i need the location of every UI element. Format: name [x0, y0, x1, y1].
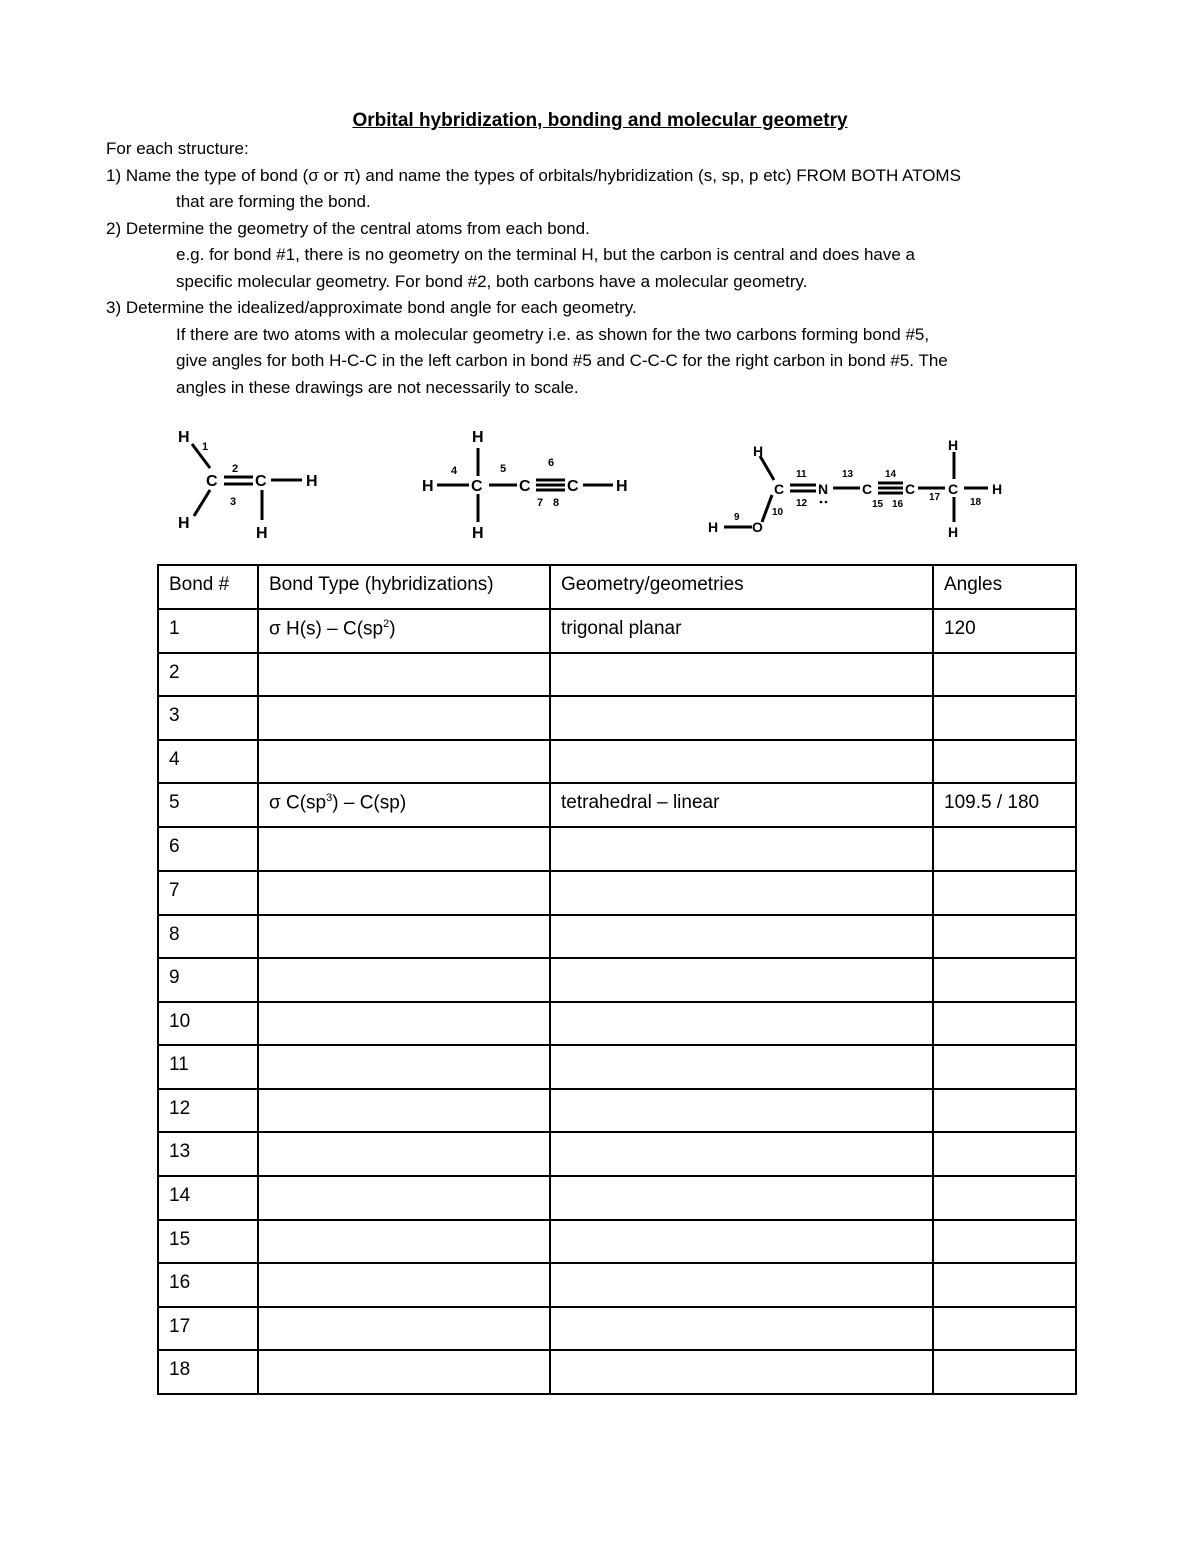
geometry-cell[interactable] [550, 1089, 933, 1133]
bond-number-cell: 14 [158, 1176, 258, 1220]
bond-label: 9 [734, 512, 740, 523]
molecule-ethene-diagram [160, 420, 340, 545]
atom-h-label: H [472, 525, 484, 542]
bond-label: 7 [537, 497, 544, 509]
bond-type-cell[interactable] [258, 783, 550, 827]
instructions-step-3-note-cont: give angles for both H-C-C in the left carbon in bond #5 and C-C-C for the right carbon in bond #5. The [176, 351, 948, 370]
instructions [106, 136, 1106, 401]
geometry-cell[interactable] [550, 1263, 933, 1307]
bond-number-cell: 13 [158, 1132, 258, 1176]
bond-type-text: σ H(s) – C(sp [269, 617, 384, 639]
bond-type-cell[interactable] [258, 696, 550, 740]
atom-h-label: H [708, 519, 719, 535]
angles-cell[interactable] [933, 958, 1076, 1002]
bond-number-cell: 7 [158, 871, 258, 915]
bond-type-cell[interactable] [258, 827, 550, 871]
bond-number-cell: 3 [158, 696, 258, 740]
table-row [158, 653, 1076, 697]
angles-cell[interactable] [933, 1350, 1076, 1394]
bond-label: 6 [548, 457, 555, 469]
table-row [158, 609, 1076, 653]
nitrogen-lone-pair-icon [820, 501, 828, 504]
geometry-cell[interactable] [550, 1045, 933, 1089]
angles-cell[interactable] [933, 1089, 1076, 1133]
table-row [158, 1220, 1076, 1264]
instructions-intro: For each structure: [106, 139, 249, 158]
table-row [158, 1263, 1076, 1307]
angles-cell[interactable] [933, 740, 1076, 784]
table-row [158, 827, 1076, 871]
bond-number-cell: 18 [158, 1350, 258, 1394]
instructions-step-3-note-end: angles in these drawings are not necessarily to scale. [176, 377, 579, 397]
angles-cell[interactable] [933, 871, 1076, 915]
bond-label: 16 [892, 499, 904, 510]
geometry-cell[interactable] [550, 740, 933, 784]
bond-label: 17 [929, 492, 941, 503]
page-title: Orbital hybridization, bonding and molecular geometry [352, 110, 848, 131]
bond-type-cell[interactable] [258, 1002, 550, 1046]
molecule-3-diagram [700, 430, 1040, 545]
geometry-cell[interactable] [550, 958, 933, 1002]
table-row [158, 958, 1076, 1002]
instructions-step-1: 1) Name the type of bond (σ or π) and name the types of orbitals/hybridization (s, sp, p etc) FROM BOTH ATOMS [106, 165, 961, 185]
bond-label: 1 [202, 441, 209, 453]
bond-label: 10 [772, 507, 784, 518]
bond-label: 18 [970, 497, 982, 508]
bond-type-text-end: ) [389, 617, 396, 639]
bond-label: 11 [796, 469, 807, 480]
instructions-step-1-cont: that are forming the bond. [176, 192, 371, 211]
angles-cell[interactable] [933, 1176, 1076, 1220]
bond-type-cell[interactable] [258, 1045, 550, 1089]
angles-cell[interactable] [933, 1002, 1076, 1046]
angles-cell[interactable] [933, 1263, 1076, 1307]
bond-label: 8 [553, 497, 560, 509]
atom-c-label: C [519, 478, 531, 495]
instructions-step-3: 3) Determine the idealized/approximate bond angle for each geometry. [106, 298, 637, 317]
table-row [158, 1176, 1076, 1220]
instructions-step-3-note: If there are two atoms with a molecular geometry i.e. as shown for the two carbons forming bond #5, [176, 324, 930, 344]
table-row [158, 1132, 1076, 1176]
bond-number-cell: 5 [158, 783, 258, 827]
atom-c-label: C [206, 473, 218, 490]
hybridization-superscript: 2 [383, 617, 390, 630]
table-row [158, 1045, 1076, 1089]
atom-h-label: H [472, 429, 484, 446]
atom-h-label: H [948, 524, 959, 540]
atom-c-label: C [862, 481, 873, 497]
instructions-step-2: 2) Determine the geometry of the central atoms from each bond. [106, 218, 590, 238]
atom-h-label: H [422, 478, 434, 495]
bond-label: 4 [451, 465, 458, 477]
bond-type-cell[interactable] [258, 653, 550, 697]
bond-number-cell: 16 [158, 1263, 258, 1307]
bond-number-cell: 2 [158, 653, 258, 697]
atom-c-label: C [905, 481, 916, 497]
atom-c-label: C [567, 478, 579, 495]
angles-cell[interactable] [933, 915, 1076, 959]
table-row [158, 1350, 1076, 1394]
geometry-cell[interactable]: tetrahedral – linear [550, 783, 933, 827]
bond-label: 15 [872, 499, 884, 510]
atom-c-label: C [774, 481, 785, 497]
bond-type-cell[interactable] [258, 1089, 550, 1133]
geometry-cell[interactable] [550, 1307, 933, 1351]
bond-type-text: σ C(sp [269, 792, 327, 814]
table-row [158, 871, 1076, 915]
bond-label: 12 [796, 498, 808, 509]
atom-c-label: C [471, 478, 483, 495]
bond-type-text-end: ) – C(sp) [332, 792, 407, 814]
bond-number-cell: 12 [158, 1089, 258, 1133]
geometry-cell[interactable] [550, 1002, 933, 1046]
angles-cell[interactable]: 120 [933, 609, 1076, 653]
hybridization-superscript: 3 [326, 792, 333, 805]
atom-o-label: O [752, 519, 763, 535]
table-row [158, 1089, 1076, 1133]
bond-type-cell[interactable] [258, 958, 550, 1002]
header-geometry: Geometry/geometries [550, 565, 933, 609]
bond-label: 5 [500, 463, 507, 475]
bond-number-cell: 15 [158, 1220, 258, 1264]
bond-type-cell[interactable] [258, 1132, 550, 1176]
geometry-cell[interactable] [550, 1132, 933, 1176]
angles-cell[interactable] [933, 1132, 1076, 1176]
bond-type-cell[interactable] [258, 740, 550, 784]
header-bond-number: Bond # [158, 565, 258, 609]
table-row [158, 915, 1076, 959]
instructions-step-2-example-cont: specific molecular geometry. For bond #2, both carbons have a molecular geometry. [176, 271, 808, 291]
table-row [158, 1307, 1076, 1351]
bond-label: 13 [842, 469, 854, 480]
bond-table [157, 564, 1077, 1395]
instructions-step-2-example: e.g. for bond #1, there is no geometry on the terminal H, but the carbon is central and does have a [176, 245, 916, 264]
bond-number-cell: 8 [158, 915, 258, 959]
angles-cell[interactable] [933, 1220, 1076, 1264]
atom-h-label: H [178, 429, 190, 446]
angles-cell[interactable] [933, 696, 1076, 740]
bond-type-cell[interactable] [258, 1220, 550, 1264]
bond-number-cell: 1 [158, 609, 258, 653]
atom-h-label: H [992, 481, 1003, 497]
bond-type-cell[interactable] [258, 1263, 550, 1307]
geometry-cell[interactable] [550, 696, 933, 740]
atom-h-label: H [948, 437, 959, 453]
atom-h-label: H [256, 525, 268, 542]
table-row [158, 740, 1076, 784]
bond-number-cell: 17 [158, 1307, 258, 1351]
header-bond-type: Bond Type (hybridizations) [258, 565, 550, 609]
bond-type-cell[interactable] [258, 915, 550, 959]
bond-label: 3 [230, 496, 237, 508]
geometry-cell[interactable] [550, 1350, 933, 1394]
angles-cell[interactable] [933, 1307, 1076, 1351]
bond-number-cell: 10 [158, 1002, 258, 1046]
atom-h-label: H [178, 515, 190, 532]
atom-c-label: C [948, 481, 959, 497]
angles-cell[interactable] [933, 653, 1076, 697]
geometry-cell[interactable] [550, 827, 933, 871]
atom-h-label: H [753, 443, 764, 459]
table-row [158, 1002, 1076, 1046]
geometry-cell[interactable] [550, 1176, 933, 1220]
angles-cell[interactable]: 109.5 / 180 [933, 783, 1076, 827]
angles-cell[interactable] [933, 827, 1076, 871]
atom-n-label: N [818, 481, 829, 497]
bond-type-cell[interactable] [258, 1350, 550, 1394]
geometry-cell[interactable] [550, 871, 933, 915]
geometry-cell[interactable] [550, 915, 933, 959]
angles-cell[interactable] [933, 1045, 1076, 1089]
atom-h-label: H [616, 478, 628, 495]
bond-number-cell: 4 [158, 740, 258, 784]
table-row [158, 696, 1076, 740]
header-angles: Angles [933, 565, 1076, 609]
bond-label: 2 [232, 463, 239, 475]
geometry-cell[interactable] [550, 653, 933, 697]
atom-c-label: C [255, 473, 267, 490]
geometry-cell[interactable] [550, 1220, 933, 1264]
bond-type-cell[interactable] [258, 1307, 550, 1351]
molecule-propyne-diagram [415, 420, 645, 545]
bond-type-cell[interactable] [258, 1176, 550, 1220]
bond-number-cell: 9 [158, 958, 258, 1002]
bond-type-cell[interactable] [258, 871, 550, 915]
table-row [158, 783, 1076, 827]
bond-number-cell: 11 [158, 1045, 258, 1089]
atom-h-label: H [306, 473, 318, 490]
bond-type-cell[interactable] [258, 609, 550, 653]
bond-label: 14 [885, 469, 897, 480]
bond-number-cell: 6 [158, 827, 258, 871]
table-header-row [158, 565, 1076, 609]
geometry-cell[interactable]: trigonal planar [550, 609, 933, 653]
